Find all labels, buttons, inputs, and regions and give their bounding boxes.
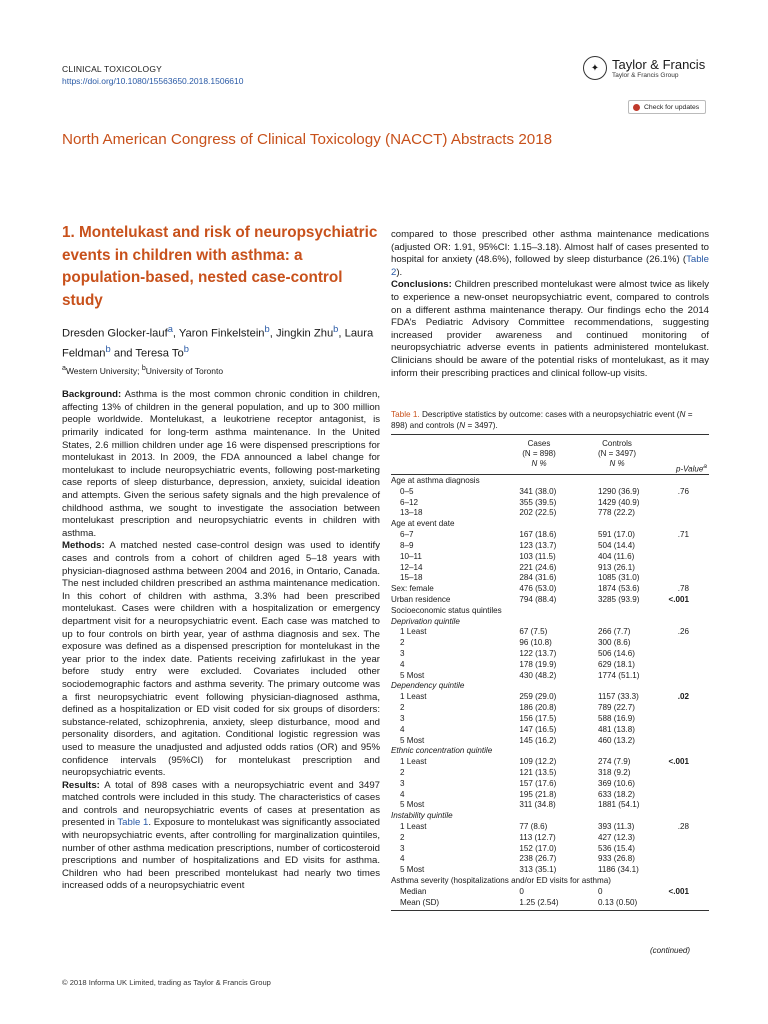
table-header [391, 436, 709, 474]
row-label: 4 [400, 724, 405, 734]
caption-text: = 898) and controls ( [391, 410, 693, 430]
publisher-logo [583, 56, 705, 80]
row-label: 6–12 [400, 497, 419, 507]
cases-value: 121 (13.5) [519, 767, 557, 777]
cases-value: 147 (16.5) [519, 724, 557, 734]
controls-value: 0 [598, 886, 603, 896]
controls-value: 1157 (33.3) [598, 692, 639, 702]
controls-value [566, 681, 669, 692]
page-title: North American Congress of Clinical Toxicology (NACCT) Abstracts 2018 [62, 131, 553, 148]
table-row [391, 811, 709, 822]
row-label: 4 [400, 659, 405, 669]
cases-value: 1.25 (2.54) [519, 897, 559, 907]
cases-value: 341 (38.0) [519, 486, 557, 496]
p-value [669, 865, 709, 876]
header-units: N % [609, 459, 625, 468]
affiliation-mark: b [333, 324, 339, 334]
controls-value: 318 (9.2) [598, 767, 631, 777]
section-text: compared to those prescribed other asthma maintenance medications (adjusted OR: 1.91, 95%CI: 1.15–3.18). Almost half of cases presented to hospital for anxiety (48.6%), followed by sleep disturbance (26.1%) ( [391, 229, 709, 266]
row-label: 2 [400, 638, 405, 648]
section-label: Conclusions: [391, 279, 452, 291]
cases-value: 238 (26.7) [519, 854, 557, 864]
row-label: 12–14 [400, 562, 423, 572]
controls-value [566, 811, 669, 822]
affiliation-mark: b [264, 324, 270, 334]
row-label: 2 [400, 767, 405, 777]
affiliation-mark: b [141, 364, 146, 373]
cases-value: 113 (12.7) [519, 832, 556, 842]
table-row [391, 714, 709, 725]
table-row [391, 768, 709, 779]
table-row [391, 649, 709, 660]
cases-value [515, 811, 566, 822]
check-updates-icon [633, 104, 640, 111]
row-label: Asthma severity (hospitalizations and/or ED visits for asthma) [391, 876, 611, 886]
section-text: A matched nested case-control design was used to identify cases and controls from a cohort of children aged 5–18 years with physician-diagnosed asthma between 2004 and 2016, in Ontario, Canada. The nest included children prescribed an asthma maintenance medication. In this cohort of children with asthma, 3.3% had been prescribed montelukast. Cases were children with a hospitalization or emergency department visit for a neuropsychiatric event. Each case was matched to up to four controls on birth year, year of asthma diagnosis and sex. The exposure was defined as a dispensed prescription for montelukast in the year prior to the index date. Patients receiving zafirlukast in the year before study entry were excluded. Covariates included other sociodemographic factors and asthma severity. The primary outcome was a first neuropsychiatric event following physician-diagnosed asthma, defined as a hospitalization or ED visit coded for six groups of disorders: substance-related, schizophrenia, anxiety, sleep disturbance, mood and personality disorders, and agitation. Conditional logistic regression was used to measure the unadjusted and adjusted odds ratios (OR) and 95% confidence intervals (95%CI) for montelukast prescription and neuropsychiatric events. [62, 540, 380, 779]
cases-value [515, 519, 566, 530]
controls-value: 1774 (51.1) [598, 670, 640, 680]
cases-value: 202 (22.5) [519, 508, 557, 518]
affiliation-text: University of Toronto [145, 366, 224, 377]
table-row [391, 595, 709, 606]
p-value [669, 541, 709, 552]
caption-text: Descriptive statistics by outcome: cases with a neuropsychiatric event ( [419, 410, 680, 419]
controls-value: 536 (15.4) [598, 843, 635, 853]
cases-value: 430 (48.2) [519, 670, 557, 680]
row-label: 1 Least [400, 822, 427, 831]
journal-name: CLINICAL TOXICOLOGY [62, 64, 163, 74]
cases-value: 0 [519, 886, 524, 896]
controls-value: 1290 (36.9) [598, 486, 640, 496]
p-value [669, 790, 709, 801]
row-label: Median [400, 886, 427, 896]
table-row [391, 617, 709, 628]
p-value [669, 854, 709, 865]
table-row [391, 865, 709, 876]
p-value [669, 508, 709, 519]
cases-value: 123 (13.7) [519, 540, 557, 550]
p-value [669, 563, 709, 574]
row-label: 5 Most [400, 735, 425, 745]
table-row [391, 703, 709, 714]
row-label: Ethnic concentration quintile [391, 746, 493, 756]
affiliation-mark: b [183, 343, 189, 354]
controls-value [566, 476, 669, 487]
table-link[interactable]: Table 2 [391, 254, 709, 278]
cases-value: 157 (17.6) [519, 778, 557, 788]
cases-value: 186 (20.8) [519, 703, 557, 713]
publisher-name: Taylor & Francis [612, 56, 706, 72]
controls-value: 300 (8.6) [598, 638, 631, 648]
table-row [391, 541, 709, 552]
row-label: Sex: female [391, 584, 434, 594]
p-value [669, 714, 709, 725]
results-paragraph [62, 780, 380, 893]
cases-value [515, 617, 566, 628]
author-list [62, 322, 380, 361]
header-units: N % [531, 459, 547, 468]
table-row [391, 876, 709, 887]
header-label: Controls [602, 439, 632, 448]
row-label: 6–7 [400, 530, 414, 540]
row-label: 2 [400, 832, 405, 842]
controls-value: 404 (11.6) [598, 551, 635, 561]
article-title: 1. Montelukast and risk of neuropsychiatric events in children with asthma: a population-based, nested case-control study [62, 224, 378, 309]
table-top-rule [391, 434, 709, 435]
table-row [391, 573, 709, 584]
table-row [391, 498, 709, 509]
p-value: .76 [677, 486, 689, 496]
cases-value: 109 (12.2) [519, 757, 557, 767]
controls-value: 933 (26.8) [598, 854, 635, 864]
cases-value: 122 (13.7) [519, 649, 557, 658]
controls-value: 506 (14.6) [598, 649, 635, 658]
affiliation-text: Western University; [65, 366, 142, 377]
table-row [391, 746, 709, 757]
row-label: 8–9 [400, 540, 414, 550]
results-continued [391, 229, 709, 279]
p-value: .71 [677, 530, 689, 540]
cases-value: 96 (10.8) [519, 638, 552, 648]
table-row [391, 660, 709, 671]
controls-value: 1186 (34.1) [598, 865, 639, 875]
table-row [391, 638, 709, 649]
controls-value: 427 (12.3) [598, 832, 635, 842]
journal-header [62, 64, 244, 87]
table-row [391, 487, 709, 498]
footnote-mark: a [703, 463, 707, 470]
row-label: Deprivation quintile [391, 616, 460, 626]
controls-value: 629 (18.1) [598, 659, 635, 669]
affiliation-mark: b [105, 343, 111, 354]
row-label: 0–5 [400, 486, 414, 496]
p-value [669, 638, 709, 649]
p-value: .28 [677, 822, 689, 831]
background-paragraph [62, 389, 380, 540]
table-row [391, 563, 709, 574]
p-value [669, 476, 709, 487]
header-count: (N = 3497) [597, 449, 637, 458]
table-row [391, 627, 709, 638]
section-text: ). [396, 266, 403, 278]
row-label: Age at event date [391, 519, 455, 529]
table-row [391, 822, 709, 833]
row-label: Urban residence [391, 594, 451, 604]
cases-value: 221 (24.6) [519, 562, 557, 572]
controls-value: 274 (7.9) [598, 757, 631, 767]
doi-link[interactable]: https://doi.org/10.1080/15563650.2018.1506610 [62, 75, 244, 86]
table-row [391, 725, 709, 736]
row-label: 3 [400, 713, 405, 723]
table-row [391, 898, 709, 909]
row-label: 3 [400, 843, 405, 853]
cases-value: 77 (8.6) [519, 822, 548, 831]
controls-value: 588 (16.9) [598, 713, 635, 723]
left-column [62, 222, 380, 893]
controls-value: 633 (18.2) [598, 789, 635, 799]
p-value [669, 779, 709, 790]
table-row [391, 844, 709, 855]
section-label: Background: [62, 389, 122, 401]
cases-value: 313 (35.1) [519, 865, 557, 875]
header-count: (N = 898) [522, 449, 556, 458]
p-value [669, 606, 709, 617]
row-label: Mean (SD) [400, 897, 440, 907]
author-name: , Laura Feldman [62, 327, 374, 360]
section-label: Methods: [62, 540, 105, 552]
p-value [669, 768, 709, 779]
controls-value: 504 (14.4) [598, 540, 635, 550]
controls-value: 460 (13.2) [598, 735, 635, 745]
controls-value: 266 (7.7) [598, 627, 631, 637]
cases-value: 311 (34.8) [519, 800, 556, 810]
check-updates-button[interactable] [628, 100, 706, 114]
p-value [669, 898, 709, 909]
p-value [669, 725, 709, 736]
p-value: .26 [677, 627, 689, 637]
controls-value: 3285 (93.9) [598, 594, 640, 604]
controls-value: 1429 (40.9) [598, 497, 640, 507]
row-label: 1 Least [400, 692, 427, 702]
table-row [391, 508, 709, 519]
affiliation-mark: a [62, 364, 66, 373]
cases-value [515, 606, 566, 617]
controls-value: 1881 (54.1) [598, 800, 640, 810]
p-value [669, 736, 709, 747]
controls-value: 481 (13.8) [598, 724, 635, 734]
methods-paragraph [62, 540, 380, 779]
author-name: , Jingkin Zhu [269, 327, 334, 340]
controls-value: 1874 (53.6) [598, 584, 640, 594]
p-value: .78 [677, 584, 689, 594]
row-label: 5 Most [400, 670, 425, 680]
row-label: Instability quintile [391, 811, 453, 821]
table-row [391, 887, 709, 898]
row-label: Socioeconomic status quintiles [391, 605, 502, 615]
publisher-logo-icon: ✦ [583, 56, 607, 80]
author-name: , Yaron Finkelstein [172, 327, 265, 340]
publisher-group: Taylor & Francis Group [612, 71, 679, 79]
cases-value: 67 (7.5) [519, 627, 548, 637]
table-row [391, 552, 709, 563]
row-label: 15–18 [400, 573, 423, 583]
controls-value [566, 746, 669, 757]
table-row [391, 736, 709, 747]
p-value [669, 660, 709, 671]
controls-value: 789 (22.7) [598, 703, 635, 713]
cases-value: 794 (88.4) [519, 594, 557, 604]
p-value [669, 552, 709, 563]
cases-value: 195 (21.8) [519, 789, 557, 799]
row-label: 1 Least [400, 627, 427, 637]
table-row [391, 606, 709, 617]
table-bottom-rule [391, 910, 709, 911]
controls-header [579, 439, 655, 469]
descriptive-statistics-table [391, 476, 709, 909]
cases-value: 167 (18.6) [519, 530, 557, 540]
author-name: Dresden Glocker-lauf [62, 327, 168, 340]
row-label: Dependency quintile [391, 681, 465, 691]
right-column [391, 229, 709, 380]
p-value [669, 519, 709, 530]
conclusions-paragraph [391, 279, 709, 380]
author-name: and Teresa To [110, 347, 184, 360]
table-row [391, 671, 709, 682]
controls-value: 369 (10.6) [598, 778, 635, 788]
header-label: p-Value [676, 464, 704, 474]
row-label: 10–11 [400, 551, 422, 561]
check-updates-label: Check for updates [644, 103, 700, 111]
cases-value: 145 (16.2) [519, 735, 557, 745]
cases-value: 152 (17.0) [519, 843, 557, 853]
p-value [669, 573, 709, 584]
controls-value: 591 (17.0) [598, 530, 635, 540]
table-row [391, 530, 709, 541]
row-label: 3 [400, 649, 405, 658]
p-value [669, 617, 709, 628]
controls-value [566, 606, 669, 617]
p-value-header [676, 462, 707, 475]
table-row [391, 790, 709, 801]
table-row [391, 854, 709, 865]
cases-value: 103 (11.5) [519, 551, 556, 561]
cases-value: 156 (17.5) [519, 713, 557, 723]
p-value: <.001 [668, 757, 689, 767]
row-label: 3 [400, 778, 405, 788]
row-label: 5 Most [400, 800, 425, 810]
controls-value: 393 (11.3) [598, 822, 635, 831]
section-text: Asthma is the most common chronic condition in children, affecting 13% of children in the general population, and up to 300 million people worldwide. Montelukast, a leukotriene receptor antagonist, is primarily indicated for long-term asthma maintenance. In the United States, 2.6 million children under age 16 were dispensed prescriptions for montelukast in 2013. In 2009, the FDA announced a label change for montelukast to include neuropsychiatric events, following post-marketing case reports of sleep disturbance, depression, anxiety, suicidal ideation and attempts. Given the serious safety signals and the high prevalence of childhood asthma, we sought to investigate the association between montelukast prescription and neuropsychiatric events in children with asthma. [62, 389, 380, 539]
table-caption [391, 409, 709, 431]
p-value [669, 844, 709, 855]
p-value [669, 681, 709, 692]
row-label: 4 [400, 854, 405, 864]
table-row [391, 519, 709, 530]
p-value [669, 811, 709, 822]
caption-text: = 3497). [465, 421, 498, 430]
affiliations [62, 363, 380, 377]
cases-value: 284 (31.6) [519, 573, 557, 583]
table-row [391, 800, 709, 811]
p-value: .02 [677, 692, 689, 702]
row-label: 4 [400, 789, 405, 799]
row-label: 1 Least [400, 757, 427, 767]
p-value [669, 649, 709, 660]
row-label: 2 [400, 703, 405, 713]
table-row [391, 692, 709, 703]
controls-value: 1085 (31.0) [598, 573, 640, 583]
cases-value [515, 681, 566, 692]
cases-value: 355 (39.5) [519, 497, 557, 507]
table-row [391, 681, 709, 692]
cases-value: 476 (53.0) [519, 584, 557, 594]
cases-value [515, 476, 566, 487]
cases-value: 259 (29.0) [519, 692, 557, 702]
copyright-footer: © 2018 Informa UK Limited, trading as Taylor & Francis Group [62, 978, 271, 987]
caption-symbol: N [679, 410, 686, 419]
table-row [391, 476, 709, 487]
row-label: 5 Most [400, 865, 425, 875]
table-link[interactable]: Table 1 [117, 817, 149, 829]
p-value [669, 703, 709, 714]
controls-value [566, 519, 669, 530]
table-number: Table 1. [391, 410, 420, 419]
cases-header [509, 439, 569, 469]
controls-value: 0.13 (0.50) [598, 897, 638, 907]
section-text: A total of 898 cases with a neuropsychiatric event and 3497 matched controls were included in this study. The characteristics of cases and controls and neuropsychiatric events of cases at presentation as presented in [62, 779, 380, 829]
table-row [391, 584, 709, 595]
section-text: . Exposure to montelukast was significantly associated with neuropsychiatric events, after controlling for marginalization quintiles, number of other asthma medication prescriptions, number of corticosteroid prescriptions and number of hospitalizations and ED visits for asthma. Children who had been prescribed montelukast had nearly two times increased odds of a neuropsychiatric event [62, 817, 381, 892]
caption-symbol: N [459, 421, 466, 430]
table-row [391, 757, 709, 768]
p-value [669, 671, 709, 682]
table-header-rule [391, 474, 709, 475]
p-value: <.001 [668, 594, 689, 604]
section-label: Results: [62, 779, 100, 791]
row-label: Age at asthma diagnosis [391, 476, 480, 485]
p-value [669, 800, 709, 811]
continued-note: (continued) [650, 946, 691, 955]
row-label: 13–18 [400, 508, 423, 518]
controls-value: 778 (22.2) [598, 508, 635, 518]
p-value: <.001 [668, 886, 689, 896]
table-row [391, 833, 709, 844]
cases-value: 178 (19.9) [519, 659, 557, 669]
p-value [669, 498, 709, 509]
table-row [391, 779, 709, 790]
p-value [669, 746, 709, 757]
controls-value: 913 (26.1) [598, 562, 635, 572]
section-text: Children prescribed montelukast were almost twice as likely to experience a new-onset neuropsychiatric event, compared to controls on a different asthma maintenance therapy. Our findings echo the 2014 FDA’s Pediatric Advisory Committee recommendations, suggesting increased provider awareness and continued monitoring of neuropsychiatric adverse events in patients administered montelukast. Clinicians should be aware of the potential risks of montelukast, as it may inform their prescribing practices and clinical follow-up visits. [391, 279, 709, 379]
header-label: Cases [527, 439, 551, 448]
cases-value [515, 746, 566, 757]
affiliation-mark: a [167, 324, 173, 334]
controls-value [566, 617, 669, 628]
p-value [669, 833, 709, 844]
